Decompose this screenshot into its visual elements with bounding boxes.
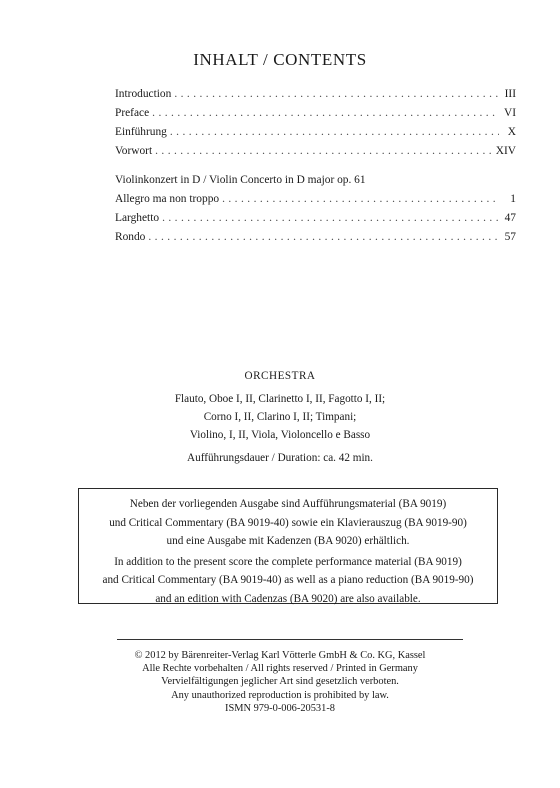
toc-entry-label: Larghetto <box>115 212 160 224</box>
copyright-line: Alle Rechte vorbehalten / All rights reserved / Printed in Germany <box>142 663 418 675</box>
notice-line: und Critical Commentary (BA 9019-40) sowie ein Klavierauszug (BA 9019-90) <box>109 516 467 529</box>
performance-duration: Aufführungsdauer / Duration: ca. 42 min. <box>187 452 373 464</box>
leader-dots <box>162 209 499 228</box>
copyright-block <box>0 649 560 715</box>
leader-dots <box>152 104 499 123</box>
notice-line: Neben der vorliegenden Ausgabe sind Aufführungsmaterial (BA 9019) <box>129 498 447 510</box>
toc-entry-page: VI <box>503 107 516 119</box>
leader-dots <box>174 85 499 104</box>
toc-entry-allegro[interactable] <box>115 190 516 209</box>
instrumentation-line: Violino, I, II, Viola, Violoncello e Basso <box>189 429 371 441</box>
toc-entry-introduction[interactable] <box>115 85 516 104</box>
toc-entry-larghetto[interactable] <box>115 209 516 228</box>
front-matter-list <box>115 85 516 161</box>
toc-entry-label: Introduction <box>115 88 172 100</box>
toc-entry-label: Allegro ma non troppo <box>115 193 220 205</box>
toc-entry-label: Preface <box>115 107 150 119</box>
toc-entry-page: III <box>504 88 516 100</box>
notice-english <box>79 553 497 609</box>
toc-entry-page: 1 <box>510 193 516 205</box>
copyright-line: Vervielfältigungen jeglicher Art sind gesetzlich verboten. <box>161 676 399 688</box>
orchestra-heading: ORCHESTRA <box>244 370 316 382</box>
copyright-line: Any unauthorized reproduction is prohibited by law. <box>171 689 389 701</box>
toc-entry-page: X <box>507 126 516 138</box>
notice-line: In addition to the present score the complete performance material (BA 9019) <box>114 555 462 568</box>
page-title: INHALT / CONTENTS <box>193 50 367 69</box>
toc-entry-vorwort[interactable] <box>115 142 516 161</box>
leader-dots <box>148 228 499 247</box>
work-heading: Violinkonzert in D / Violin Concerto in D major op. 61 <box>115 174 366 186</box>
leader-dots <box>222 190 499 209</box>
instrumentation-line: Corno I, II, Clarino I, II; Timpani; <box>203 411 357 423</box>
orchestra-instrumentation <box>0 390 560 444</box>
leader-dots <box>170 123 499 142</box>
notice-german <box>79 495 497 551</box>
isbn-line: ISMN 979-0-006-20531-8 <box>225 702 335 714</box>
toc-entry-preface[interactable] <box>115 104 516 123</box>
toc-entry-einfuehrung[interactable] <box>115 123 516 142</box>
toc-entry-page: 57 <box>504 231 516 243</box>
toc-entry-rondo[interactable] <box>115 228 516 247</box>
availability-notice-box <box>78 488 498 604</box>
notice-line: and an edition with Cadenzas (BA 9020) are also available. <box>155 592 421 605</box>
toc-entry-label: Einführung <box>115 126 167 138</box>
toc-entry-page: 47 <box>504 212 516 224</box>
divider-rule <box>117 639 463 640</box>
notice-line: and Critical Commentary (BA 9019-40) as well as a piano reduction (BA 9019-90) <box>102 574 474 587</box>
leader-dots <box>155 142 493 161</box>
instrumentation-line: Flauto, Oboe I, II, Clarinetto I, II, Fagotto I, II; <box>174 393 386 405</box>
notice-line: und eine Ausgabe mit Kadenzen (BA 9020) erhältlich. <box>166 535 410 548</box>
copyright-line: © 2012 by Bärenreiter-Verlag Karl Vötterle GmbH & Co. KG, Kassel <box>134 650 426 661</box>
toc-entry-label: Rondo <box>115 231 146 243</box>
toc-entry-page: XIV <box>495 145 516 157</box>
toc-entry-label: Vorwort <box>115 145 153 157</box>
work-contents <box>115 171 516 247</box>
